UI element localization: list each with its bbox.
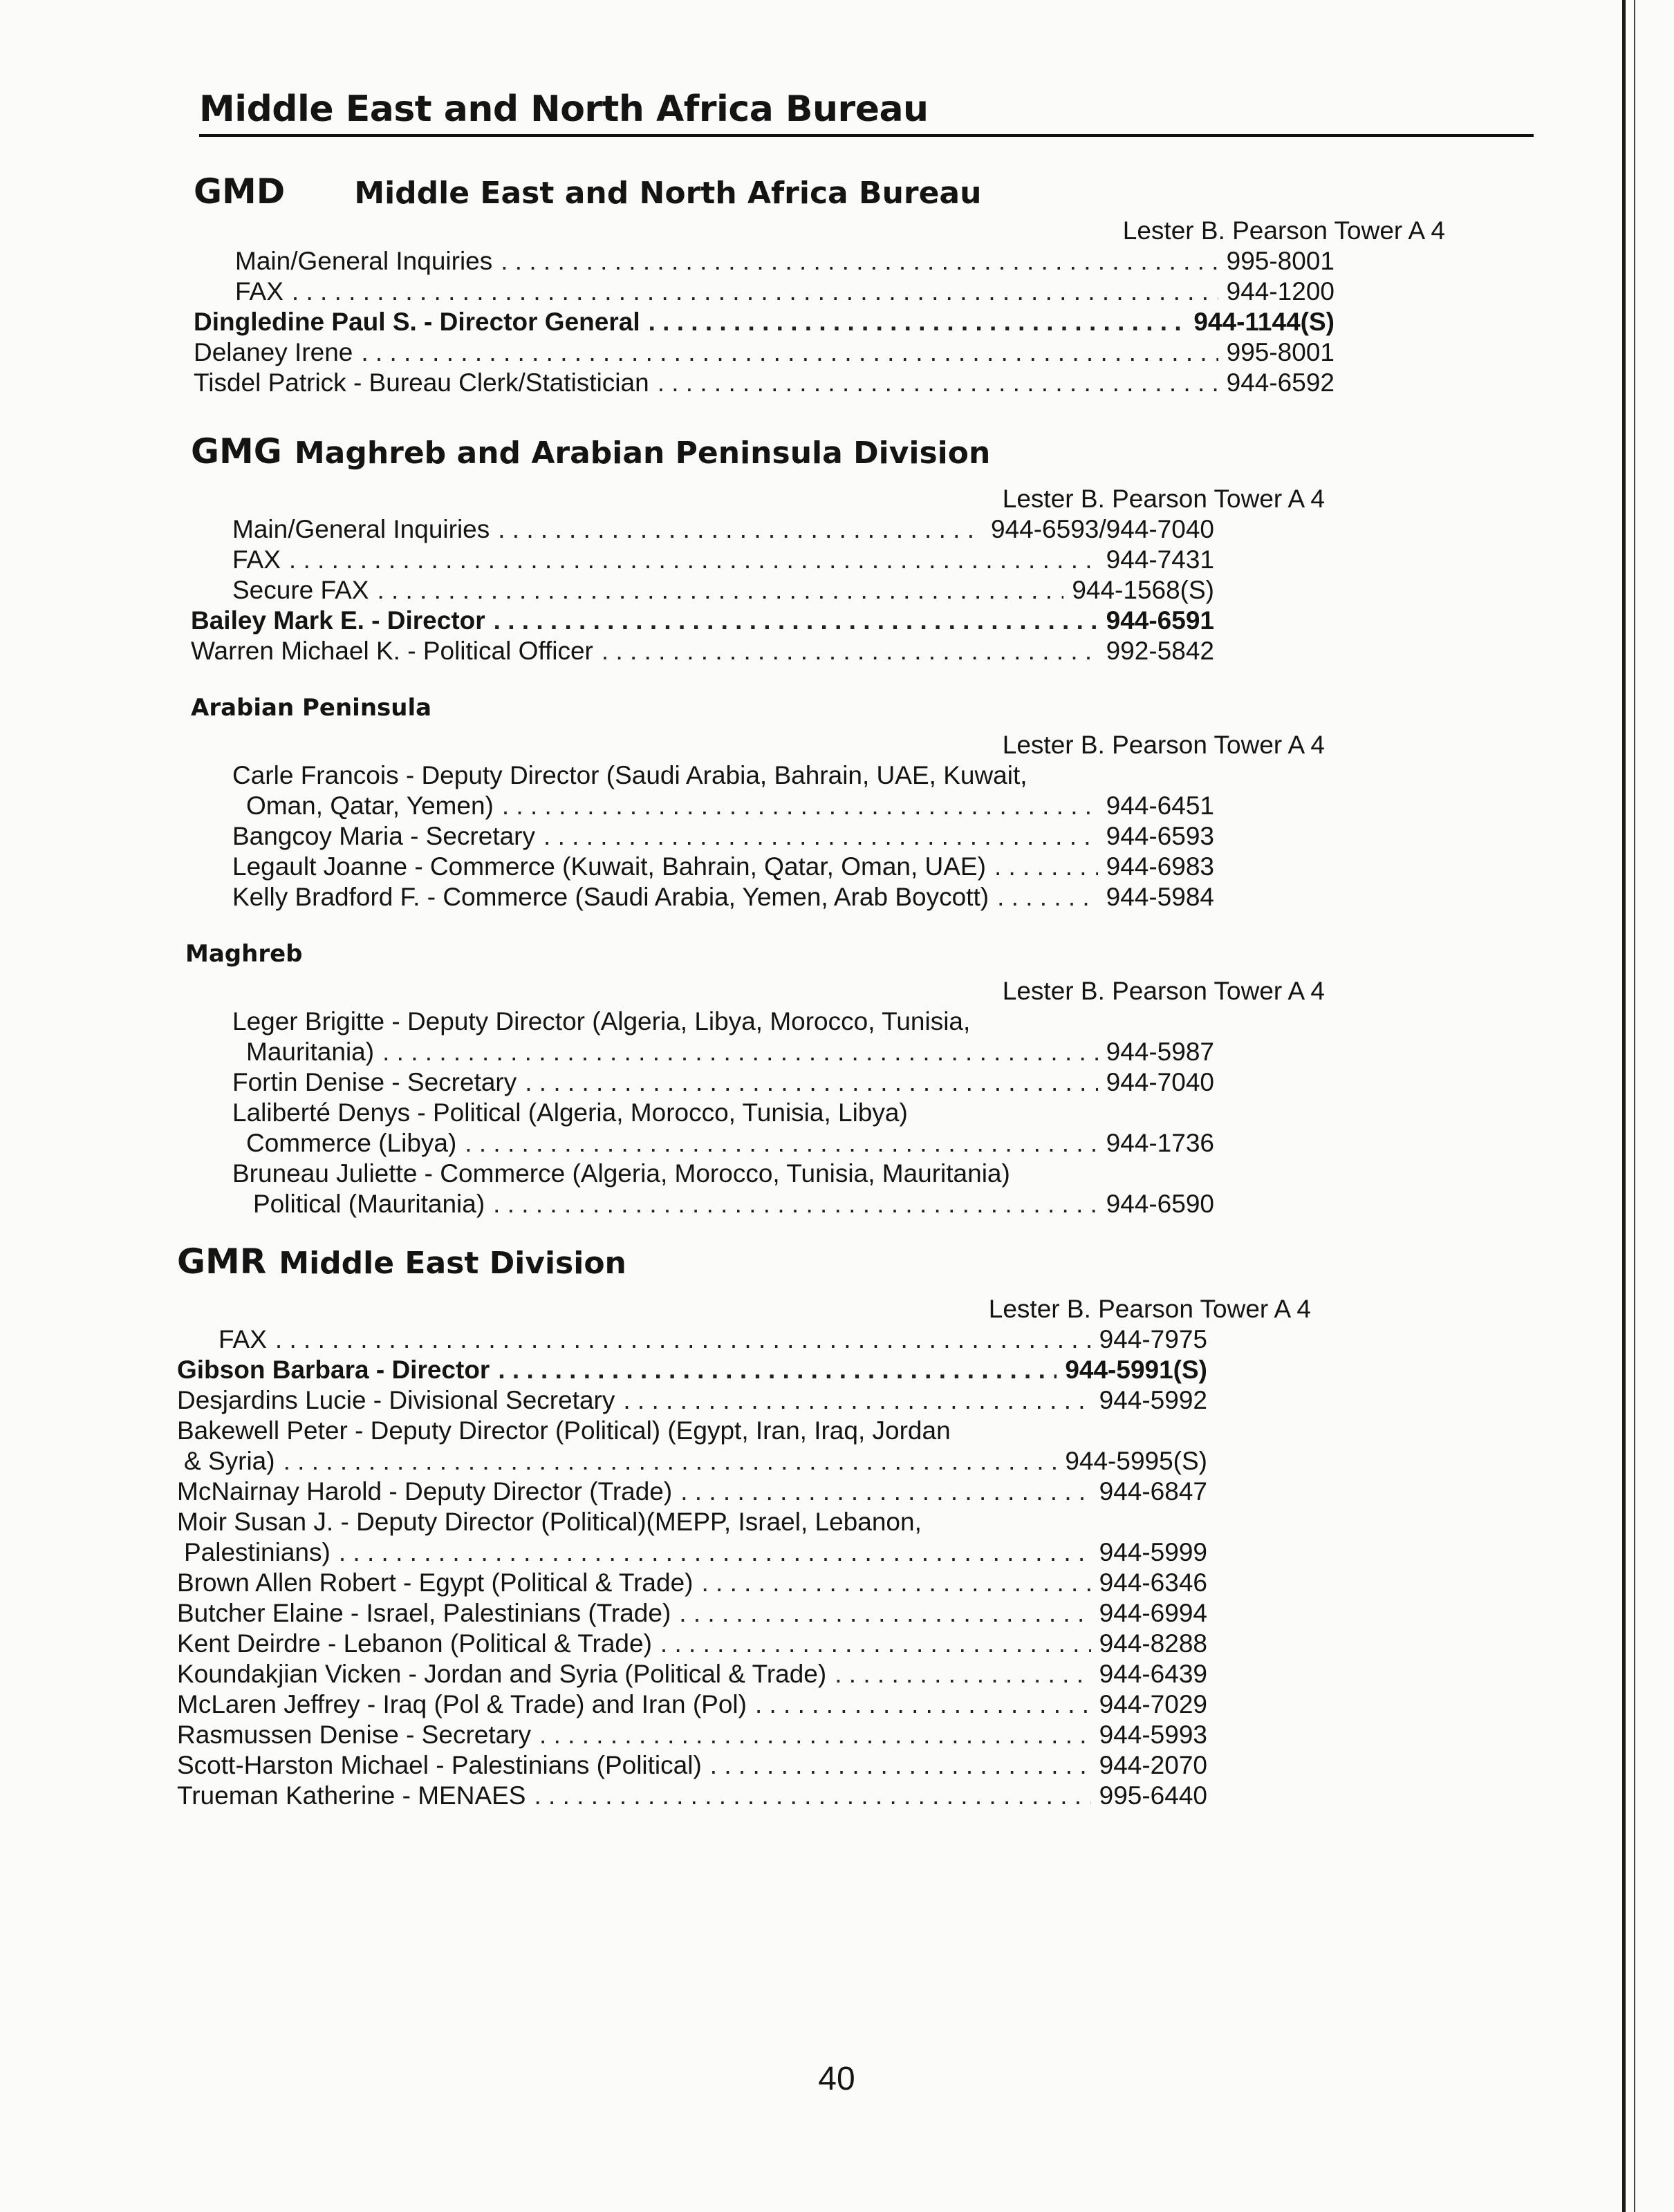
directory-row <box>191 1128 1214 1159</box>
directory-row <box>194 337 1334 368</box>
entry-phone: 944-5995(S) <box>1065 1447 1207 1475</box>
entry-label: Political (Mauritania) <box>253 1190 485 1218</box>
directory-row <box>191 882 1214 912</box>
entry-phone: 944-6983 <box>1106 852 1214 881</box>
entry-phone: 995-8001 <box>1226 247 1334 275</box>
directory-row <box>177 1659 1207 1689</box>
entry-phone: 944-6593 <box>1106 822 1214 850</box>
entry-label: Delaney Irene <box>194 338 353 366</box>
entry-label: Palestinians) <box>184 1538 331 1566</box>
subsection-title-maghreb: Maghreb <box>185 940 303 968</box>
entry-label: Trueman Katherine - MENAES <box>177 1781 526 1810</box>
entry-label: Dingledine Paul S. - Director General <box>194 308 640 336</box>
directory-row <box>194 307 1334 337</box>
directory-row <box>191 852 1214 882</box>
entry-phone: 944-6847 <box>1099 1477 1207 1506</box>
directory-row <box>194 368 1334 398</box>
entry-phone: 944-1144(S) <box>1193 308 1334 336</box>
directory-row <box>194 246 1334 276</box>
entry-label: FAX <box>235 277 283 306</box>
directory-row <box>177 1385 1207 1416</box>
entry-label: Oman, Qatar, Yemen) <box>246 791 494 820</box>
entry-phone: 944-1200 <box>1226 277 1334 306</box>
entry-label: Desjardins Lucie - Divisional Secretary <box>177 1386 615 1414</box>
entry-phone: 944-6451 <box>1106 791 1214 820</box>
directory-row <box>191 636 1214 666</box>
entry-label-line: Laliberté Denys - Political (Algeria, Morocco, Tunisia, Libya) <box>232 1098 908 1127</box>
entry-label: & Syria) <box>184 1447 275 1475</box>
page-number: 40 <box>818 2061 855 2097</box>
entry-phone: 944-5992 <box>1099 1386 1207 1414</box>
entry-label: Tisdel Patrick - Bureau Clerk/Statistician <box>194 368 649 397</box>
entry-phone: 944-6592 <box>1226 368 1334 397</box>
entry-label: Legault Joanne - Commerce (Kuwait, Bahrain, Qatar, Oman, UAE) <box>232 852 986 881</box>
entry-label: Mauritania) <box>246 1038 375 1066</box>
location: Lester B. Pearson Tower A 4 <box>1002 977 1325 1005</box>
entry-phone: 944-2070 <box>1099 1751 1207 1779</box>
entry-label: FAX <box>232 545 281 574</box>
entry-phone: 995-8001 <box>1226 338 1334 366</box>
entry-phone: 944-8288 <box>1099 1629 1207 1658</box>
entry-label-line: Carle Francois - Deputy Director (Saudi Arabia, Bahrain, UAE, Kuwait, <box>232 761 1027 789</box>
directory-row <box>177 1781 1207 1811</box>
entry-label: Scott-Harston Michael - Palestinians (Political) <box>177 1751 702 1779</box>
entry-phone: 944-7040 <box>1106 1068 1214 1096</box>
section-gmd <box>194 171 1445 398</box>
entry-phone: 944-7029 <box>1099 1690 1207 1718</box>
entry-phone: 944-5987 <box>1106 1038 1214 1066</box>
directory-row <box>177 1689 1207 1720</box>
entry-phone: 944-6439 <box>1099 1660 1207 1688</box>
page-edge-border <box>1622 0 1626 2212</box>
section-code: GMR <box>177 1241 267 1282</box>
entry-label: Secure FAX <box>232 576 369 604</box>
section-gmr-title <box>177 1241 1207 1282</box>
entry-label: Rasmussen Denise - Secretary <box>177 1721 532 1749</box>
page-edge-border-thin <box>1634 0 1635 2212</box>
entry-label: Fortin Denise - Secretary <box>232 1068 517 1096</box>
entry-phone: 944-6590 <box>1106 1190 1214 1218</box>
directory-row <box>191 821 1214 852</box>
entry-phone: 944-6346 <box>1099 1568 1207 1597</box>
entry-phone: 944-5999 <box>1099 1538 1207 1566</box>
entry-label: McLaren Jeffrey - Iraq (Pol & Trade) and Iran (Pol) <box>177 1690 747 1718</box>
page-header <box>199 88 1534 137</box>
section-name: Maghreb and Arabian Peninsula Division <box>294 435 991 471</box>
entry-phone: 944-7975 <box>1099 1325 1207 1353</box>
directory-row <box>191 575 1214 606</box>
entry-phone: 944-1736 <box>1106 1129 1214 1157</box>
entry-phone: 992-5842 <box>1106 637 1214 665</box>
entry-phone: 944-7431 <box>1106 545 1214 574</box>
entry-phone: 944-5991(S) <box>1065 1356 1207 1384</box>
entry-label: Bangcoy Maria - Secretary <box>232 822 536 850</box>
entry-phone: 944-6593/944-7040 <box>990 515 1214 543</box>
section-gmg <box>185 431 1325 1219</box>
directory-row <box>177 1324 1207 1355</box>
directory-row <box>191 1189 1214 1219</box>
entry-phone: 944-5984 <box>1106 883 1214 911</box>
directory-row <box>177 1477 1207 1507</box>
directory-row <box>191 791 1214 821</box>
subsection-title-arabian-peninsula: Arabian Peninsula <box>191 694 432 722</box>
section-gmd-title <box>194 171 1334 212</box>
entry-label: Warren Michael K. - Political Officer <box>191 637 593 665</box>
page-title: Middle East and North Africa Bureau <box>199 88 929 130</box>
section-code: GMG <box>191 431 282 471</box>
section-name: Middle East and North Africa Bureau <box>354 176 982 211</box>
entry-phone: 944-6591 <box>1106 606 1214 635</box>
directory-row <box>177 1568 1207 1598</box>
directory-row <box>191 514 1214 545</box>
section-code: GMD <box>194 171 286 212</box>
location: Lester B. Pearson Tower A 4 <box>1122 216 1445 245</box>
entry-phone: 944-6994 <box>1099 1599 1207 1627</box>
section-gmg-title <box>191 431 1214 471</box>
entry-label-line: Moir Susan J. - Deputy Director (Political)(MEPP, Israel, Lebanon, <box>177 1508 922 1536</box>
entry-label: Kelly Bradford F. - Commerce (Saudi Arabia, Yemen, Arab Boycott) <box>232 883 989 911</box>
location: Lester B. Pearson Tower A 4 <box>1002 485 1325 513</box>
entry-phone: 944-1568(S) <box>1072 576 1214 604</box>
directory-row <box>177 1720 1207 1750</box>
directory-row <box>177 1629 1207 1659</box>
entry-label-line: Leger Brigitte - Deputy Director (Algeria, Libya, Morocco, Tunisia, <box>232 1007 971 1035</box>
entry-phone: 944-5993 <box>1099 1721 1207 1749</box>
directory-row <box>177 1598 1207 1629</box>
entry-label: Main/General Inquiries <box>232 515 490 543</box>
entry-label: Butcher Elaine - Israel, Palestinians (Trade) <box>177 1599 671 1627</box>
entry-label-line: Bakewell Peter - Deputy Director (Political) (Egypt, Iran, Iraq, Jordan <box>177 1416 951 1445</box>
directory-row <box>191 606 1214 636</box>
directory-row <box>191 1037 1214 1067</box>
entry-label: McNairnay Harold - Deputy Director (Trade) <box>177 1477 673 1506</box>
entry-label: Gibson Barbara - Director <box>177 1356 490 1384</box>
directory-row <box>194 276 1334 307</box>
entry-label: Brown Allen Robert - Egypt (Political & Trade) <box>177 1568 694 1597</box>
directory-row <box>191 1067 1214 1098</box>
section-name: Middle East Division <box>279 1246 626 1281</box>
entry-label: Commerce (Libya) <box>246 1129 457 1157</box>
entry-label: Kent Deirdre - Lebanon (Political & Trade) <box>177 1629 652 1658</box>
entry-phone: 995-6440 <box>1099 1781 1207 1810</box>
entry-label: Bailey Mark E. - Director <box>191 606 485 635</box>
directory-row <box>177 1750 1207 1781</box>
entry-label: Koundakjian Vicken - Jordan and Syria (Political & Trade) <box>177 1660 827 1688</box>
location: Lester B. Pearson Tower A 4 <box>1002 731 1325 759</box>
entry-label: Main/General Inquiries <box>235 247 493 275</box>
directory-row <box>177 1537 1207 1568</box>
directory-row <box>191 545 1214 575</box>
section-gmr <box>177 1241 1311 1811</box>
directory-row <box>177 1355 1207 1385</box>
directory-row <box>177 1446 1207 1477</box>
location: Lester B. Pearson Tower A 4 <box>988 1295 1311 1323</box>
entry-label: FAX <box>218 1325 267 1353</box>
entry-label-line: Bruneau Juliette - Commerce (Algeria, Morocco, Tunisia, Mauritania) <box>232 1159 1010 1188</box>
